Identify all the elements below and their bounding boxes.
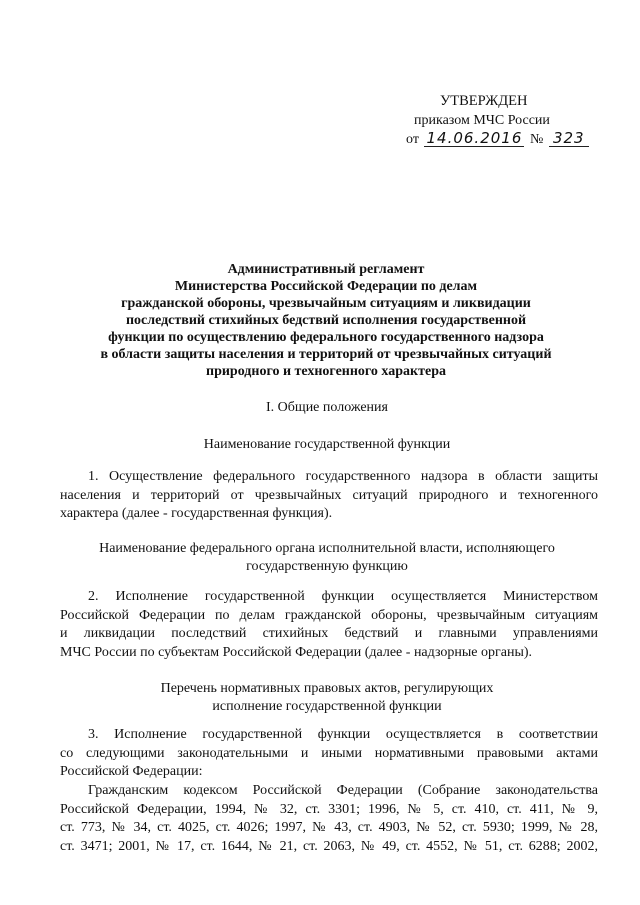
paragraph-line: населения и территорий от чрезвычайных ситуаций природного и техногенного: [60, 487, 598, 503]
paragraph-line: МЧС России по субъектам Российской Федерации (далее - надзорные органы).: [60, 644, 533, 660]
title-line: функции по осуществлению федерального государственного надзора: [108, 330, 544, 345]
subheading-text: Наименование государственной функции: [203, 437, 451, 452]
paragraph-line: 1. Осуществление федерального государственного надзора в области защиты: [88, 469, 598, 484]
from-label: от: [406, 132, 419, 147]
handwritten-number: 323: [549, 130, 589, 147]
title-line: гражданской обороны, чрезвычайным ситуациям и ликвидации: [121, 296, 531, 311]
title-line: в области защиты населения и территорий от чрезвычайных ситуаций: [100, 347, 552, 362]
subheading-executive-body: [60, 540, 594, 576]
paragraph-line: 3. Исполнение государственной функции осуществляется в соответствии: [88, 727, 598, 742]
subheading-text: Перечень нормативных правовых актов, регулирующих: [160, 681, 494, 696]
paragraph-line: характера (далее - государственная функция).: [60, 506, 333, 521]
paragraph-2: [60, 588, 598, 662]
paragraph-line: Российской Федерации по делам гражданской обороны, чрезвычайным ситуациям: [60, 607, 598, 623]
subheading-text: исполнение государственной функции: [212, 699, 442, 714]
approved-label: УТВЕРЖДЕН: [440, 93, 528, 109]
order-label: приказом МЧС России: [414, 113, 550, 128]
subheading-text: государственную функцию: [246, 559, 408, 574]
title-line: природного и техногенного характера: [206, 364, 446, 379]
title-line: последствий стихийных бедствий исполнения государственной: [125, 313, 527, 328]
title-line: Административный регламент: [227, 262, 425, 277]
order-date-number-line: [406, 130, 589, 149]
paragraph-line: и ликвидации последствий стихийных бедствий и главными управлениями: [60, 626, 598, 641]
subheading-legal-acts: [60, 680, 594, 716]
handwritten-date: 14.06.2016: [424, 130, 524, 147]
section-heading: [60, 399, 594, 417]
paragraph-1: [60, 468, 598, 524]
section-heading-text: I. Общие положения: [266, 400, 388, 415]
paragraph-line: ст. 773, № 34, ст. 4025, ст. 4026; 1997, № 43, ст. 4903, № 52, ст. 5930; 1999, № 28,: [60, 820, 598, 835]
paragraph-line: 2. Исполнение государственной функции осуществляется Министерством: [88, 589, 598, 604]
subheading-text: Наименование федерального органа исполнительной власти, исполняющего: [99, 541, 555, 556]
paragraph-line: Гражданским кодексом Российской Федерации (Собрание законодательства: [88, 783, 598, 798]
paragraph-3: [60, 726, 598, 782]
document-title: [76, 261, 576, 380]
title-line: Министерства Российской Федерации по делам: [174, 279, 478, 294]
paragraph-line: Российской Федерации:: [60, 764, 203, 779]
paragraph-4: [60, 782, 598, 856]
paragraph-line: со следующими законодательными и иными нормативными правовыми актами: [60, 745, 598, 761]
subheading-function-name: [60, 436, 594, 454]
paragraph-line: Российской Федерации, 1994, № 32, ст. 3301; 1996, № 5, ст. 410, ст. 411, № 9,: [60, 801, 598, 817]
paragraph-line: ст. 3471; 2001, № 17, ст. 1644, № 21, ст. 2063, № 49, ст. 4552, № 51, ст. 6288; 2002,: [60, 838, 598, 854]
number-label: №: [529, 132, 544, 147]
